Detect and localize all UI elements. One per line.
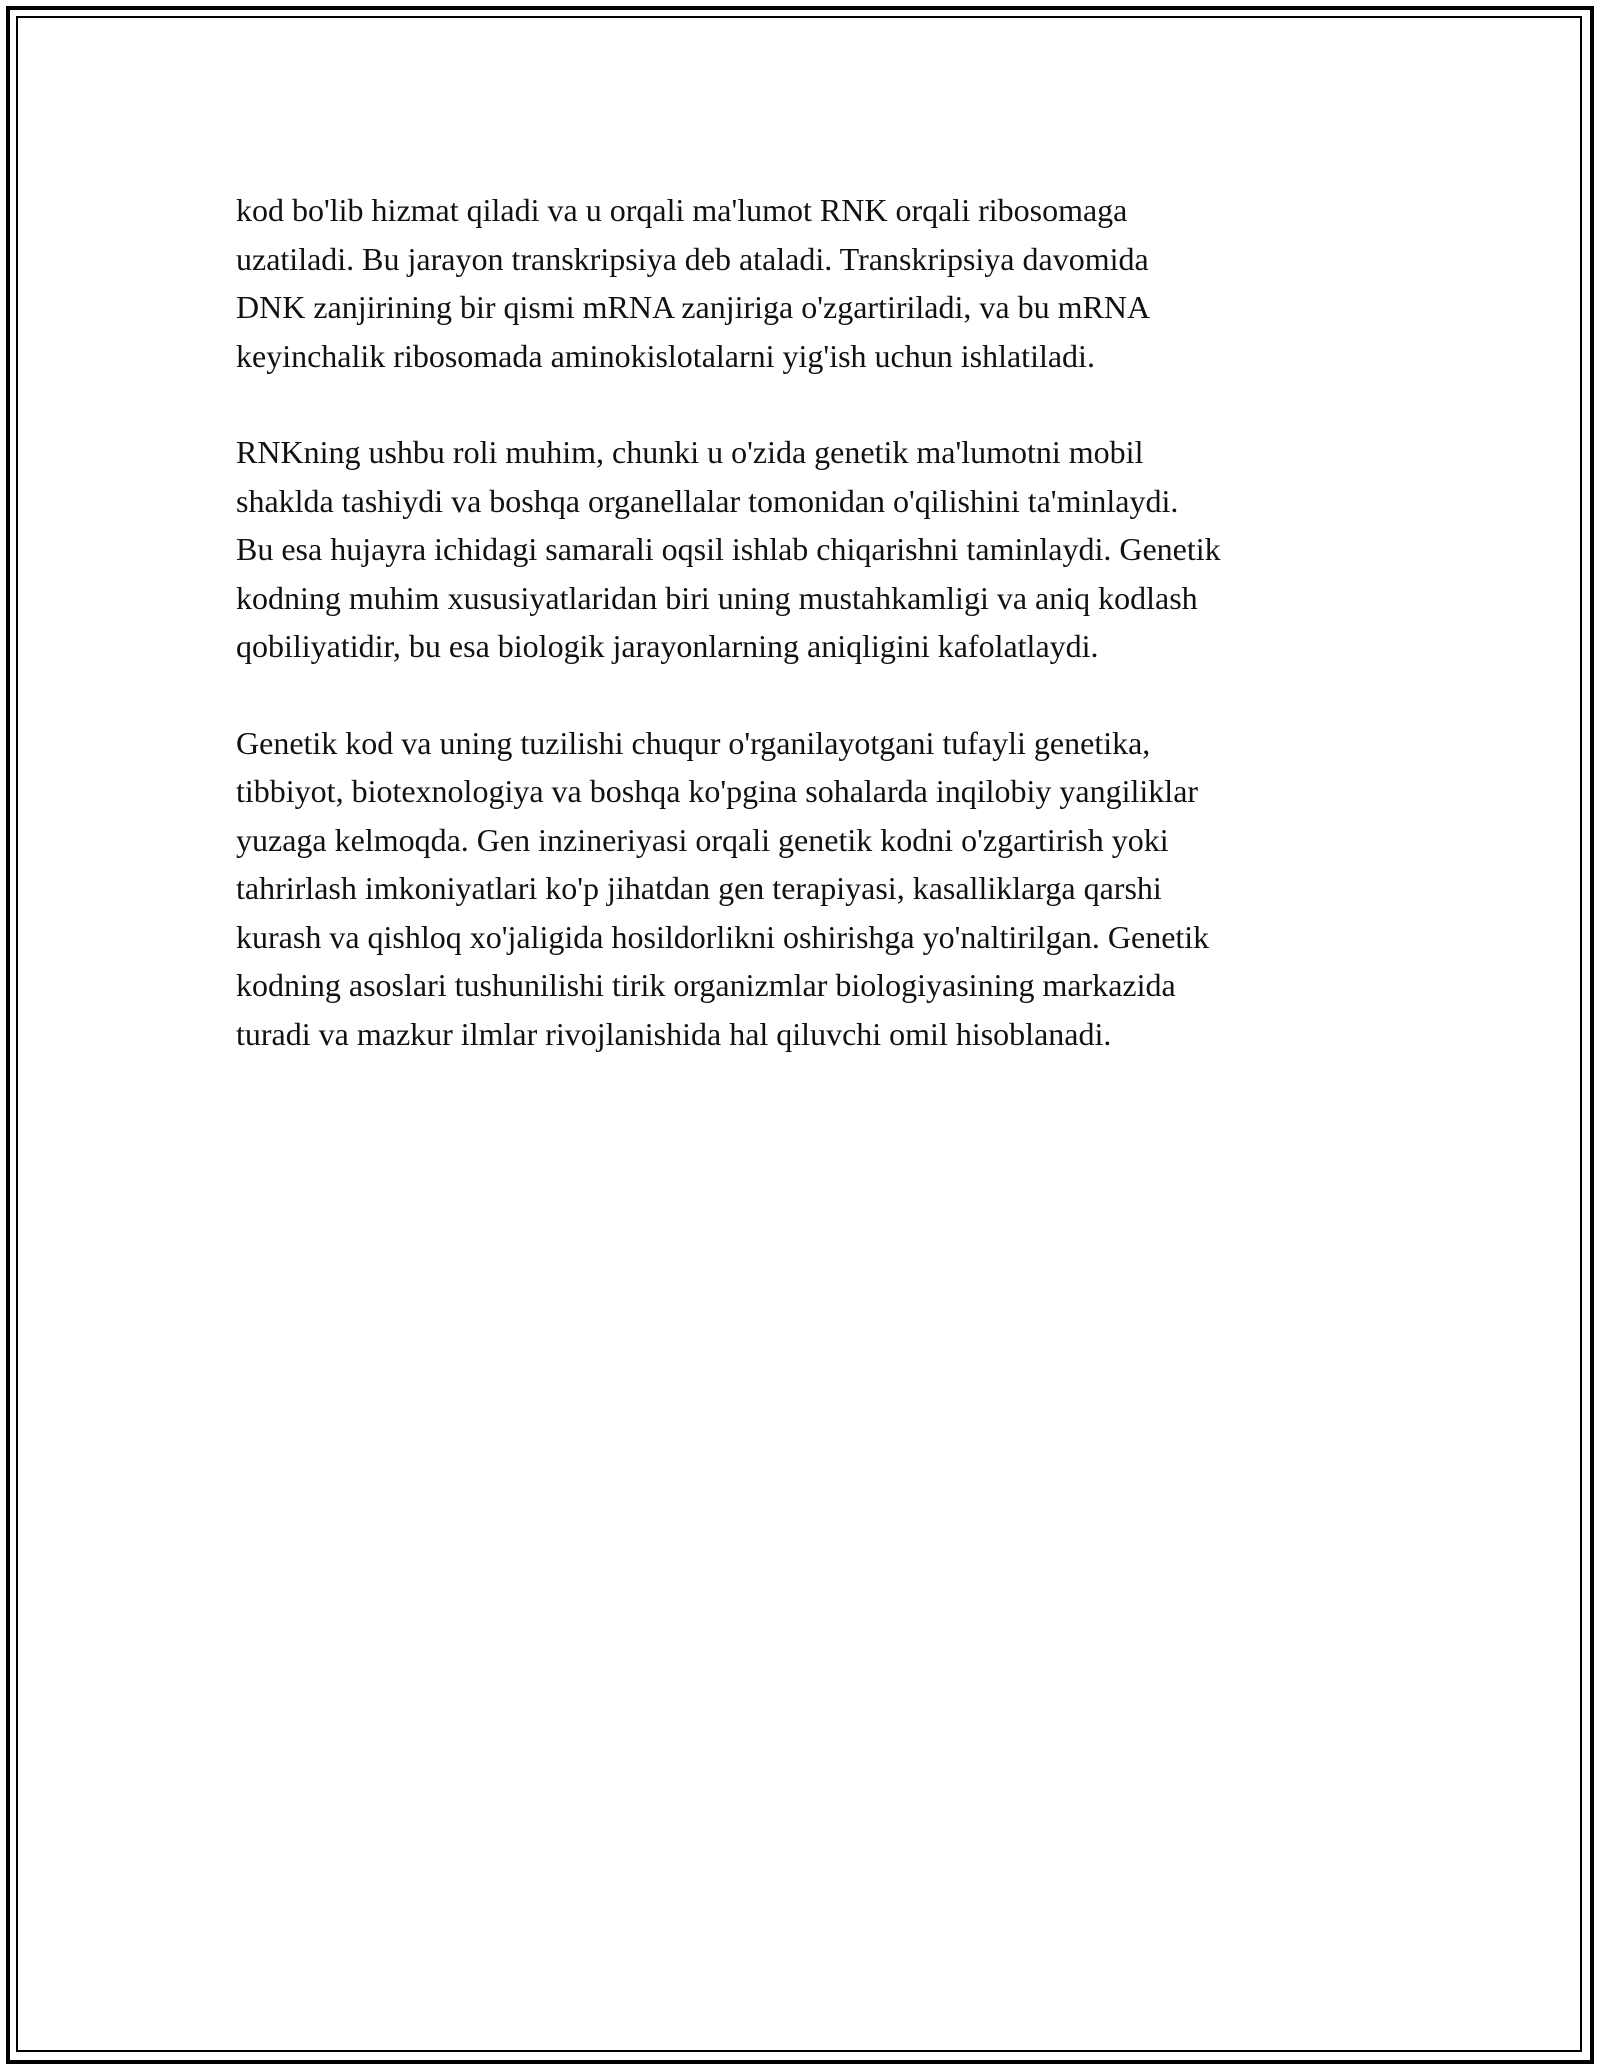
paragraph-line: kod bo'lib hizmat qiladi va u orqali ma'lumot RNK orqali ribosomaga [236, 192, 1128, 228]
paragraph-line: keyinchalik ribosomada aminokislotalarni yig'ish uchun ishlatiladi. [236, 337, 1095, 374]
paragraph-line: tibbiyot, biotexnologiya va boshqa ko'pgina sohalarda inqilobiy yangiliklar [236, 773, 1199, 809]
paragraph-rna-role [236, 428, 1376, 671]
paragraph-line: yuzaga kelmoqda. Gen inzineriyasi orqali genetik kodni o'zgartirish yoki [236, 821, 1169, 858]
paragraph-line: turadi va mazkur ilmlar rivojlanishida hal qiluvchi omil hisoblanadi. [236, 1015, 1112, 1052]
paragraph-line: kodning asoslari tushunilishi tirik organizmlar biologiyasining markazida [236, 967, 1176, 1003]
paragraph-transcription [236, 186, 1376, 380]
document-body [236, 186, 1376, 1106]
paragraph-line: kurash va qishloq xo'jaligida hosildorlikni oshirishga yo'naltirilgan. Genetik [236, 918, 1210, 955]
paragraph-line: uzatiladi. Bu jarayon transkripsiya deb ataladi. Transkripsiya davomida [236, 240, 1149, 277]
paragraph-genetic-code [236, 719, 1376, 1059]
paragraph-line: qobiliyatidir, bu esa biologik jarayonlarning aniqligini kafolatlaydi. [236, 628, 1099, 664]
paragraph-line: Bu esa hujayra ichidagi samarali oqsil ishlab chiqarishni taminlaydi. Genetik [236, 531, 1221, 567]
paragraph-line: RNKning ushbu roli muhim, chunki u o'zida genetik ma'lumotni mobil [236, 434, 1144, 470]
paragraph-line: tahrirlash imkoniyatlari ko'p jihatdan gen terapiyasi, kasalliklarga qarshi [236, 870, 1162, 906]
paragraph-line: DNK zanjirining bir qismi mRNA zanjiriga o'zgartiriladi, va bu mRNA [236, 289, 1151, 325]
paragraph-line: Genetik kod va uning tuzilishi chuqur o'rganilayotgani tufayli genetika, [236, 724, 1151, 761]
paragraph-line: kodning muhim xususiyatlaridan biri uning mustahkamligi va aniq kodlash [236, 579, 1198, 616]
paragraph-line: shaklda tashiydi va boshqa organellalar tomonidan o'qilishini ta'minlaydi. [236, 482, 1179, 519]
